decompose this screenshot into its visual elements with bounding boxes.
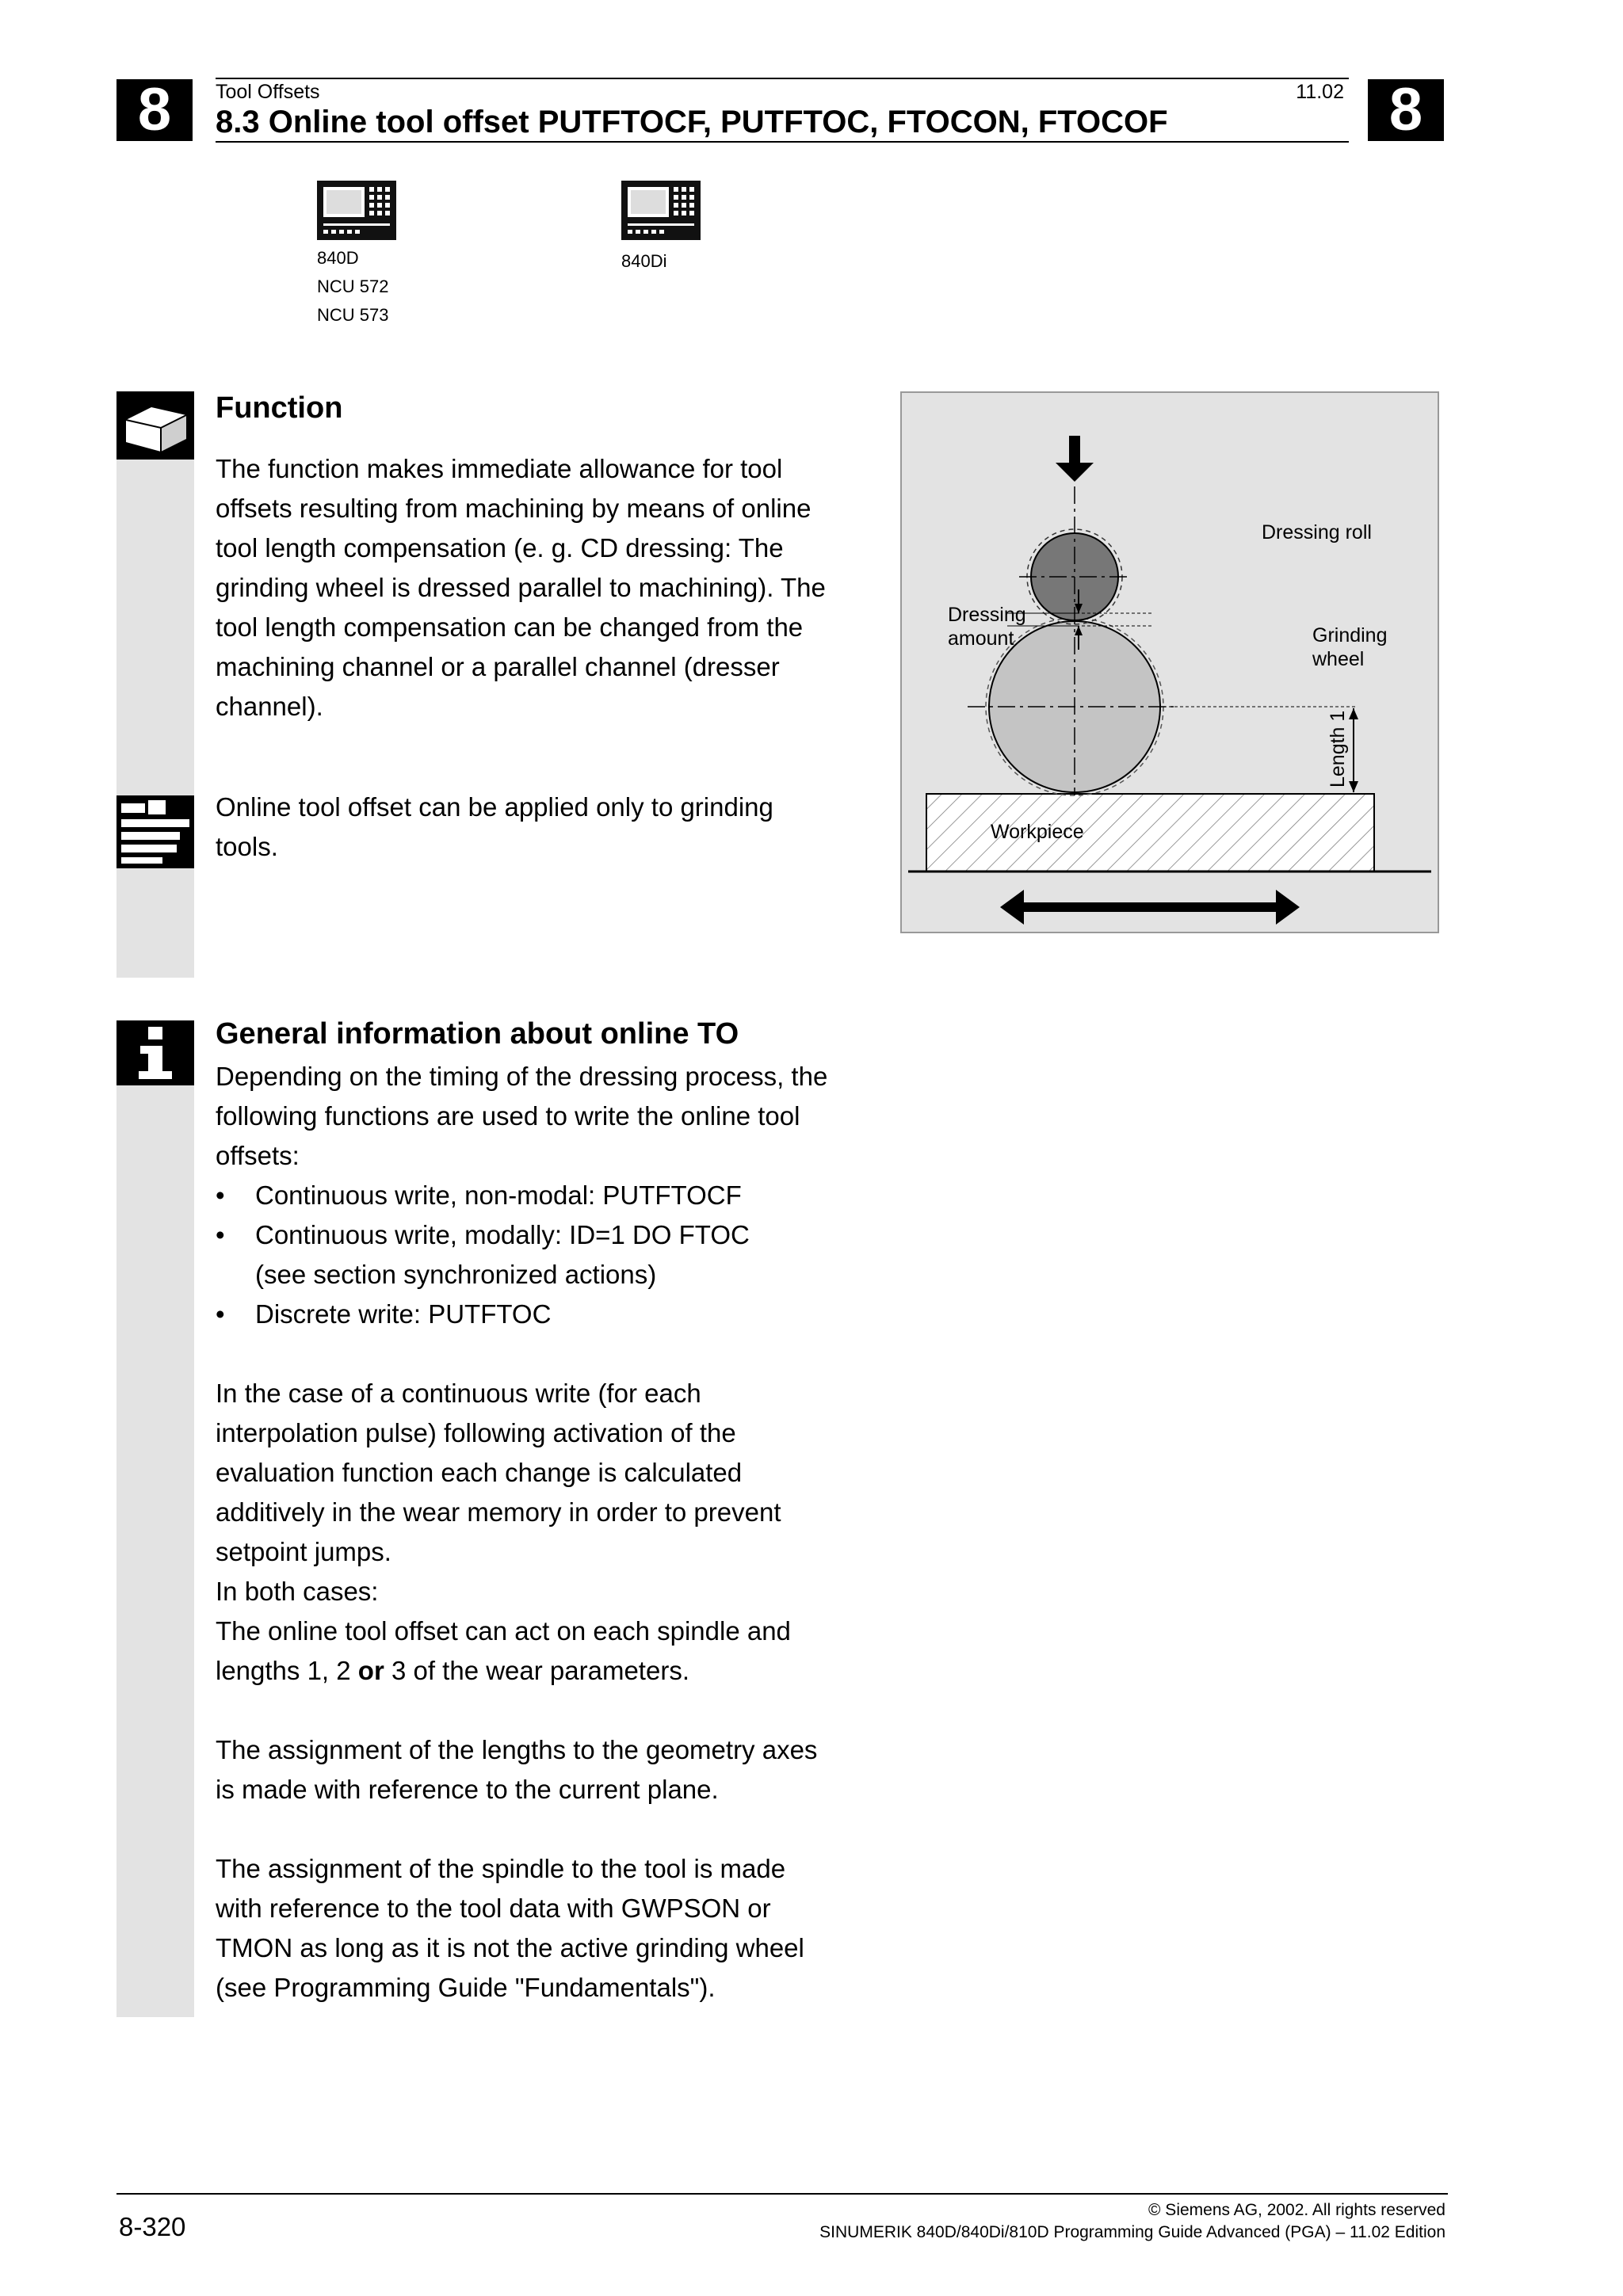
text-line: Depending on the timing of the dressing process, the <box>216 1062 828 1091</box>
grinding-diagram <box>900 391 1439 933</box>
margin-bar-function <box>116 391 194 978</box>
list-item-text: Continuous write, non-modal: PUTFTOCF <box>255 1180 742 1210</box>
text-line: tools. <box>216 832 278 861</box>
text-line: Online tool offset can be applied only to grinding <box>216 792 773 822</box>
text-segment: 3 of the wear parameters. <box>384 1656 689 1685</box>
cnc-control-panel-icon <box>621 181 701 240</box>
general-info-heading: General information about online TO <box>216 1017 739 1051</box>
chapter-number: 8 <box>137 76 172 143</box>
cube-icon <box>116 391 194 460</box>
spacer <box>216 1810 873 1849</box>
text-line: In both cases: <box>216 1577 379 1606</box>
control-label-840di <box>621 247 666 276</box>
chapter-number-badge-right <box>1368 76 1444 143</box>
copyright-notice: © Siemens AG, 2002. All rights reserved <box>1148 2201 1445 2219</box>
list-item <box>216 1295 873 1334</box>
text-line: additively in the wear memory in order to prevent <box>216 1497 781 1527</box>
spacer <box>216 1334 873 1374</box>
text-line: The assignment of the lengths to the geometry axes <box>216 1735 818 1764</box>
text-line: In the case of a continuous write (for each <box>216 1379 701 1408</box>
text-line: interpolation pulse) following activation of the <box>216 1418 736 1447</box>
text-line: tool length compensation can be changed from the <box>216 612 804 642</box>
text-line: The function makes immediate allowance for tool <box>216 454 783 483</box>
section-label: Tool Offsets <box>216 81 320 103</box>
list-item-subtext: (see section synchronized actions) <box>255 1260 657 1289</box>
header-top-rule <box>216 78 1349 79</box>
text-line: is made with reference to the current plane. <box>216 1775 719 1804</box>
control-line: NCU 573 <box>317 305 389 325</box>
function-paragraph <box>216 449 873 727</box>
text-segment: lengths 1, 2 <box>216 1656 358 1685</box>
text-line: The online tool offset can act on each spindle and <box>216 1616 791 1646</box>
edition-label: 11.02 <box>1296 81 1344 103</box>
control-line: NCU 572 <box>317 277 389 296</box>
emphasis-or: or <box>357 1656 384 1685</box>
text-line: TMON as long as it is not the active grinding wheel <box>216 1933 804 1962</box>
text-line: (see Programming Guide "Fundamentals"). <box>216 1973 716 2002</box>
text-line: machining channel or a parallel channel (dresser <box>216 652 780 681</box>
length-label: Length 1 <box>1327 710 1349 788</box>
footer-rule <box>116 2193 1448 2195</box>
dressing-amount-label-1: Dressing <box>948 604 1026 626</box>
list-item <box>216 1215 873 1255</box>
workpiece-label: Workpiece <box>991 821 1084 843</box>
info-icon <box>116 1020 194 1085</box>
text-line: The assignment of the spindle to the tool is made <box>216 1854 786 1883</box>
page-number: 8-320 <box>119 2212 186 2241</box>
write-functions-list-cont <box>216 1295 873 1334</box>
dressing-roll-label: Dressing roll <box>1262 521 1372 543</box>
list-item-text: Continuous write, modally: ID=1 DO FTOC <box>255 1220 750 1249</box>
grinding-wheel-label-1: Grinding <box>1312 624 1388 646</box>
general-info-body <box>216 1057 873 2008</box>
document-title: SINUMERIK 840D/840Di/810D Programming Guide Advanced (PGA) – 11.02 Edition <box>819 2223 1445 2241</box>
grinding-wheel-label-2: wheel <box>1312 648 1365 670</box>
chapter-number: 8 <box>1388 76 1423 143</box>
page-title: 8.3 Online tool offset PUTFTOCF, PUTFTOC, FTOCON, FTOCOF <box>216 105 1168 139</box>
pointing-hand-icon <box>116 795 194 868</box>
text-line: setpoint jumps. <box>216 1537 391 1566</box>
text-line <box>216 1651 873 1691</box>
list-item-text: Discrete write: PUTFTOC <box>255 1299 552 1329</box>
function-heading: Function <box>216 391 343 425</box>
text-line: offsets: <box>216 1141 300 1170</box>
margin-bar-general <box>116 1020 194 2017</box>
spacer <box>216 1691 873 1730</box>
dressing-amount-label-2: amount <box>948 627 1014 650</box>
text-line: with reference to the tool data with GWPSON or <box>216 1894 771 1923</box>
text-line: channel). <box>216 692 323 721</box>
write-functions-list <box>216 1176 873 1255</box>
control-line: 840D <box>317 248 359 268</box>
text-line: grinding wheel is dressed parallel to machining). The <box>216 573 826 602</box>
text-line: evaluation function each change is calculated <box>216 1458 743 1487</box>
chapter-number-badge-left <box>116 76 193 143</box>
control-line: 840Di <box>621 251 667 271</box>
text-line: tool length compensation (e. g. CD dressing: The <box>216 533 784 563</box>
function-note <box>216 788 873 867</box>
control-label-840d <box>317 244 388 330</box>
text-line: following functions are used to write the online tool <box>216 1101 800 1131</box>
text-line: offsets resulting from machining by means of online <box>216 494 812 523</box>
cnc-control-panel-icon <box>317 181 396 240</box>
list-item <box>216 1176 873 1215</box>
header-bottom-rule <box>216 141 1349 143</box>
